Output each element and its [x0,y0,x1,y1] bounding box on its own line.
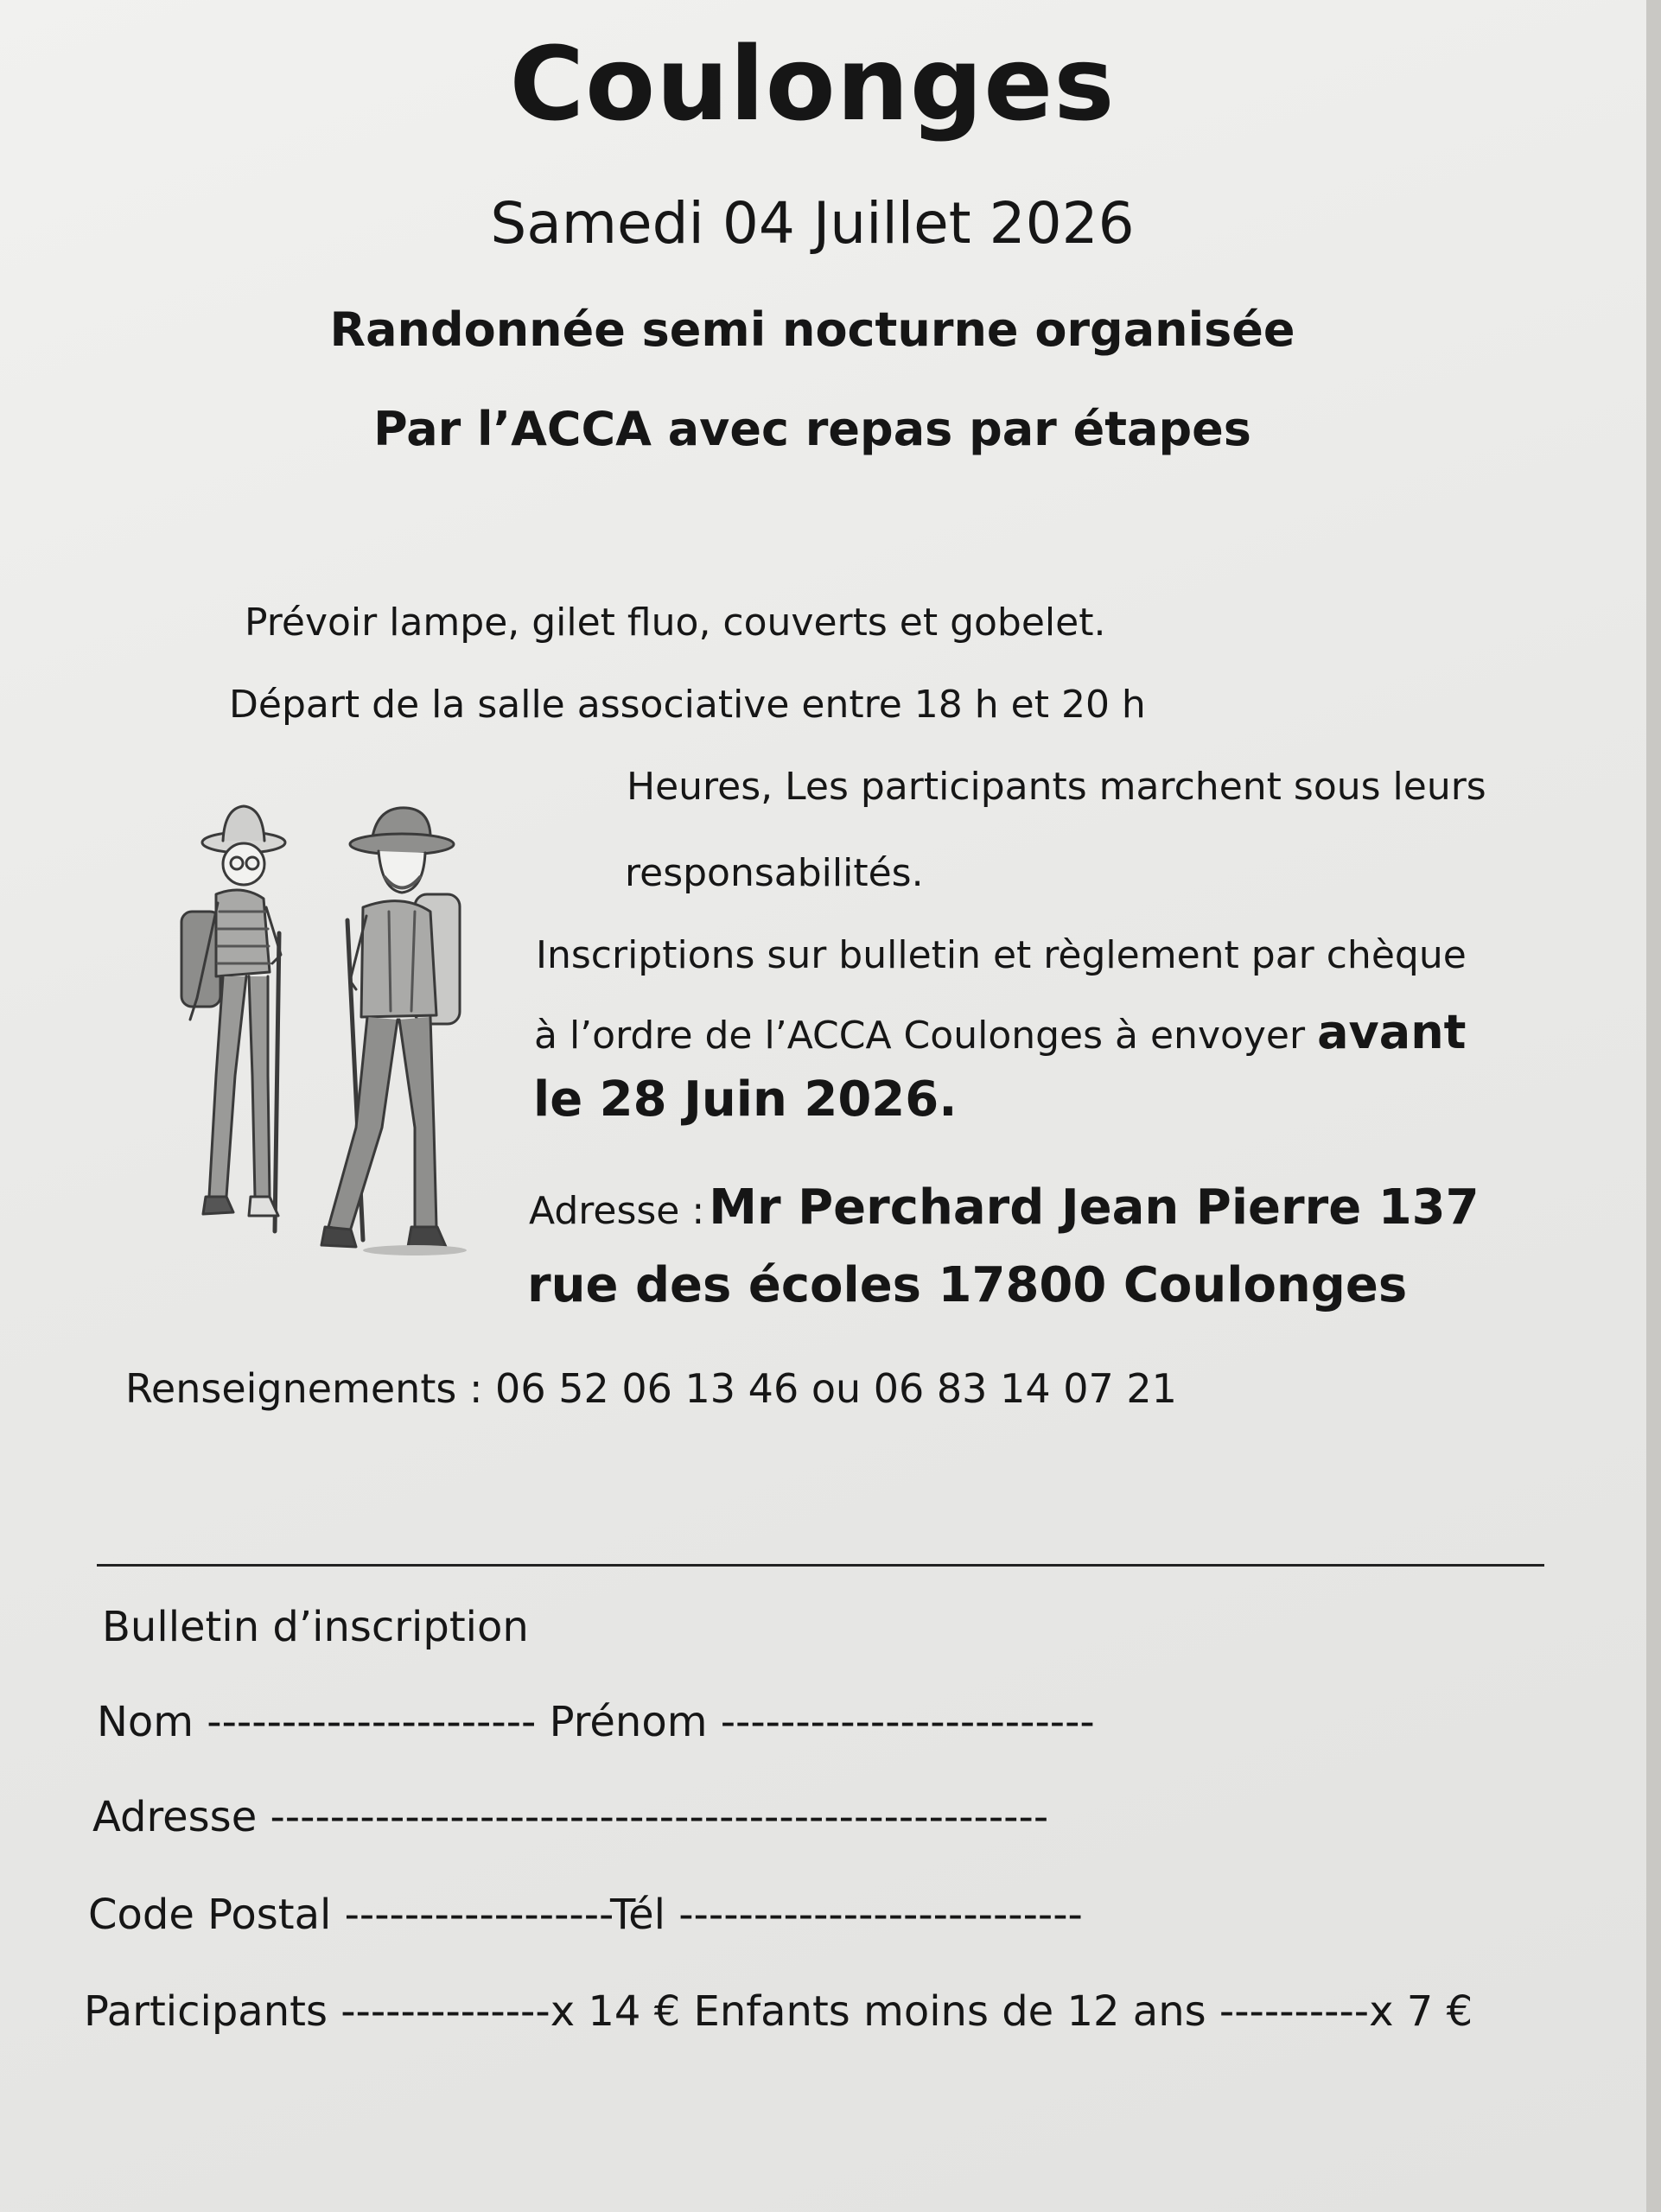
event-date: Samedi 04 Juillet 2026 [490,190,1135,257]
hikers-illustration [156,791,519,1257]
equipment-text: Prévoir lampe, gilet fluo, couverts et gobelet. [245,601,1106,645]
form-row-address: Adresse ---------------------------------------------------- [92,1793,1049,1841]
registration-text-2-start: à l’ordre de l’ACCA Coulonges à envoyer [534,1014,1306,1058]
form-row-name: Nom ---------------------- Prénom ------------------------- [97,1698,1095,1746]
address-label: Adresse : [529,1189,705,1233]
form-row-postal: Code Postal ------------------Tél --------------------------- [88,1891,1083,1939]
paper-edge [1646,0,1661,2212]
form-heading: Bulletin d’inscription [102,1603,529,1651]
deadline-text: le 28 Juin 2026. [533,1071,958,1128]
registration-text-1: Inscriptions sur bulletin et règlement par chèque [536,933,1467,977]
event-subtitle-line2: Par l’ACCA avec repas par étapes [373,402,1251,456]
hours-text: Heures, Les participants marchent sous leurs [627,765,1486,809]
address-line2: rue des écoles 17800 Coulonges [527,1257,1408,1313]
page-title: Coulonges [509,24,1116,143]
registration-before-emphasis: avant [1317,1005,1467,1059]
event-subtitle-line1: Randonnée semi nocturne organisée [329,302,1295,357]
address-line1: Mr Perchard Jean Pierre 137 [709,1179,1480,1236]
info-phone-text: Renseignements : 06 52 06 13 46 ou 06 83 14 07 21 [125,1365,1177,1412]
registration-text-2 [534,1005,1466,1059]
departure-text: Départ de la salle associative entre 18 h et 20 h [229,683,1146,727]
form-row-participants: Participants --------------x 14 € Enfants moins de 12 ans ----------x 7 € [84,1987,1473,2036]
responsibility-text: responsabilités. [625,851,924,895]
divider-line [97,1564,1544,1567]
address-block [529,1179,1480,1236]
